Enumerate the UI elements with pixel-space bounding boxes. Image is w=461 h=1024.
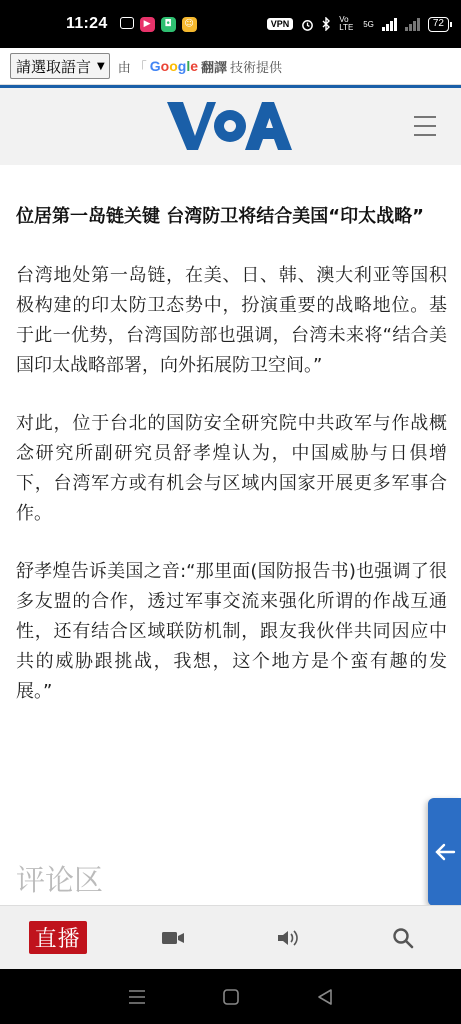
google-logo[interactable]: Google <box>149 58 199 74</box>
back-icon[interactable] <box>317 988 333 1006</box>
battery-level: 72 <box>432 17 444 29</box>
powered-suffix: 技術提供 <box>230 60 283 76</box>
battery-icon <box>428 17 449 32</box>
comments-title: 评论区 <box>16 863 104 897</box>
language-select-value: 請選取語言 <box>16 57 92 76</box>
signal-secondary-icon <box>405 18 420 31</box>
alarm-icon <box>301 18 314 31</box>
site-header <box>0 85 461 165</box>
translate-bar <box>0 48 461 85</box>
yellow-app-icon: ☺ <box>182 17 197 32</box>
recents-icon[interactable] <box>128 989 146 1005</box>
article-paragraph: 舒孝煌告诉美国之音:“那里面(国防报告书)也强调了很多友盟的合作，透过军事交流来强化所谓的作战互通性，还有结合区域联防机制，跟友我伙伴共同因应中共的威胁跟挑战，我想，这个地方是个蛮有趣的发展。” <box>16 561 447 702</box>
article-headline: 位居第一岛链关键 台湾防卫将结合美国“印太战略” <box>16 206 424 227</box>
article-paragraph: 台湾地处第一岛链，在美、日、韩、澳大利亚等国积极构建的印太防卫态势中，扮演重要的战略地位。基于此一优势，台湾国防部也强调，台湾未来将“结合美国印太战略部署，向外拓展防卫空间。” <box>16 265 447 376</box>
status-bar <box>0 0 461 48</box>
network-type: 5G <box>363 19 374 29</box>
arrow-left-icon <box>434 843 456 861</box>
menu-icon[interactable] <box>414 116 436 136</box>
vpn-badge: VPN <box>267 18 294 30</box>
powered-by: 由 「 Google 翻譯 技術提供 <box>117 58 283 76</box>
nav-search[interactable] <box>346 927 461 949</box>
green-app-icon: ◘ <box>161 17 176 32</box>
search-icon <box>392 927 414 949</box>
translate-word: 翻譯 <box>201 60 228 76</box>
nav-audio[interactable] <box>231 928 346 948</box>
audio-icon <box>276 928 300 948</box>
live-badge: 直播 <box>29 921 87 954</box>
bottom-nav <box>0 905 461 969</box>
signal-icon <box>382 18 397 31</box>
chevron-down-icon: ▼ <box>97 60 105 72</box>
powered-prefix: 由 <box>117 60 131 76</box>
language-select[interactable] <box>10 53 110 79</box>
video-icon <box>161 930 185 946</box>
bluetooth-icon <box>322 17 331 31</box>
status-indicators <box>267 16 449 32</box>
article <box>16 165 447 707</box>
tv-app-icon <box>120 17 134 29</box>
home-icon[interactable] <box>222 988 240 1006</box>
video-app-icon: ▶ <box>140 17 155 32</box>
article-paragraph: 对此，位于台北的国防安全研究院中共政军与作战概念研究所副研究员舒孝煌认为，中国威胁与日俱增下，台湾军方或有机会与区域内国家开展更多军事合作。 <box>16 413 447 524</box>
system-nav <box>0 969 461 1024</box>
nav-video[interactable] <box>115 930 230 946</box>
nav-live[interactable] <box>0 921 115 954</box>
status-time: 11:24 <box>66 15 108 32</box>
status-app-icons <box>120 17 197 32</box>
side-back-tab[interactable] <box>428 798 461 906</box>
voa-logo[interactable] <box>165 98 295 154</box>
volte-indicator: Vo LTE <box>339 15 354 32</box>
